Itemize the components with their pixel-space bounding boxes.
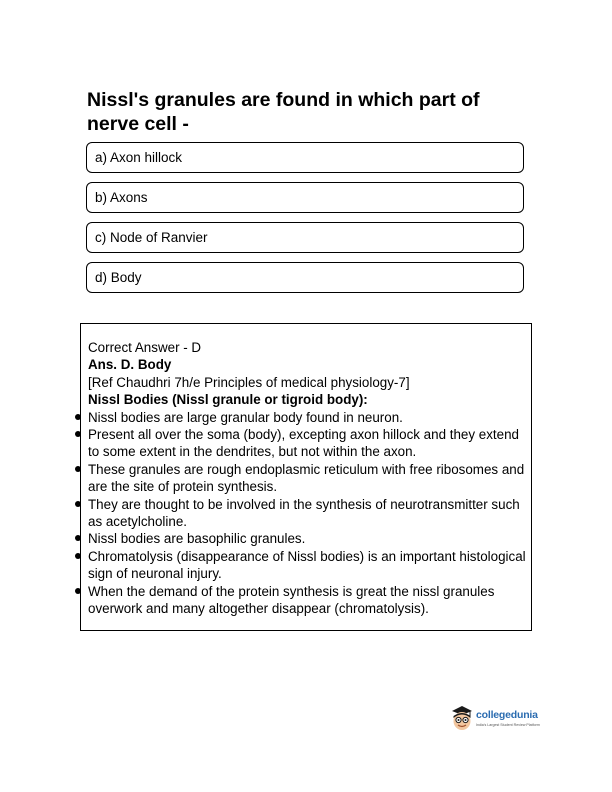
bullet-icon <box>75 535 81 541</box>
explanation-heading: Nissl Bodies (Nissl granule or tigroid body): <box>88 392 368 408</box>
reference: [Ref Chaudhri 7h/e Principles of medical physiology-7] <box>88 374 410 390</box>
list-item <box>88 530 528 547</box>
answer-box <box>80 323 532 631</box>
question-title: Nissl's granules are found in which part of nerve cell - <box>87 89 480 135</box>
list-item-text: When the demand of the protein synthesis is great the nissl granules overwork and many altogether disappear (chromatolysis). <box>88 583 495 617</box>
bullet-icon <box>75 588 81 594</box>
list-item <box>88 426 528 461</box>
list-item <box>88 409 528 426</box>
bullet-icon <box>75 466 81 472</box>
option-a[interactable]: a) Axon hillock <box>86 142 524 173</box>
option-b[interactable]: b) Axons <box>86 182 524 213</box>
list-item <box>88 496 528 531</box>
collegedunia-logo[interactable] <box>449 704 559 734</box>
answer-label: Ans. D. Body <box>88 357 172 373</box>
option-c[interactable]: c) Node of Ranvier <box>86 222 524 253</box>
list-item <box>88 548 528 583</box>
brand-tagline: India's Largest Student Review Platform <box>476 723 540 727</box>
list-item-text: They are thought to be involved in the synthesis of neurotransmitter such as acetylcholine. <box>88 496 520 530</box>
explanation-list <box>88 409 528 618</box>
correct-answer: Correct Answer - D <box>88 340 202 355</box>
bullet-icon <box>75 414 81 420</box>
list-item <box>88 461 528 496</box>
list-item-text: These granules are rough endoplasmic reticulum with free ribosomes and are the site of protein synthesis. <box>88 461 525 495</box>
list-item-text: Nissl bodies are large granular body found in neuron. <box>88 409 403 425</box>
list-item-text: Chromatolysis (disappearance of Nissl bodies) is an important histological sign of neuronal injury. <box>88 548 526 582</box>
answer-content <box>88 339 528 618</box>
bullet-icon <box>75 553 81 559</box>
bullet-icon <box>75 431 81 437</box>
list-item-text: Present all over the soma (body), excepting axon hillock and they extend to some extent in the dendrites, but not within the axon. <box>88 427 519 460</box>
mascot-icon <box>449 704 475 732</box>
bullet-icon <box>75 501 81 507</box>
option-d[interactable]: d) Body <box>86 262 524 293</box>
list-item <box>88 583 528 618</box>
brand-name: collegedunia <box>476 709 538 721</box>
list-item-text: Nissl bodies are basophilic granules. <box>88 531 306 547</box>
